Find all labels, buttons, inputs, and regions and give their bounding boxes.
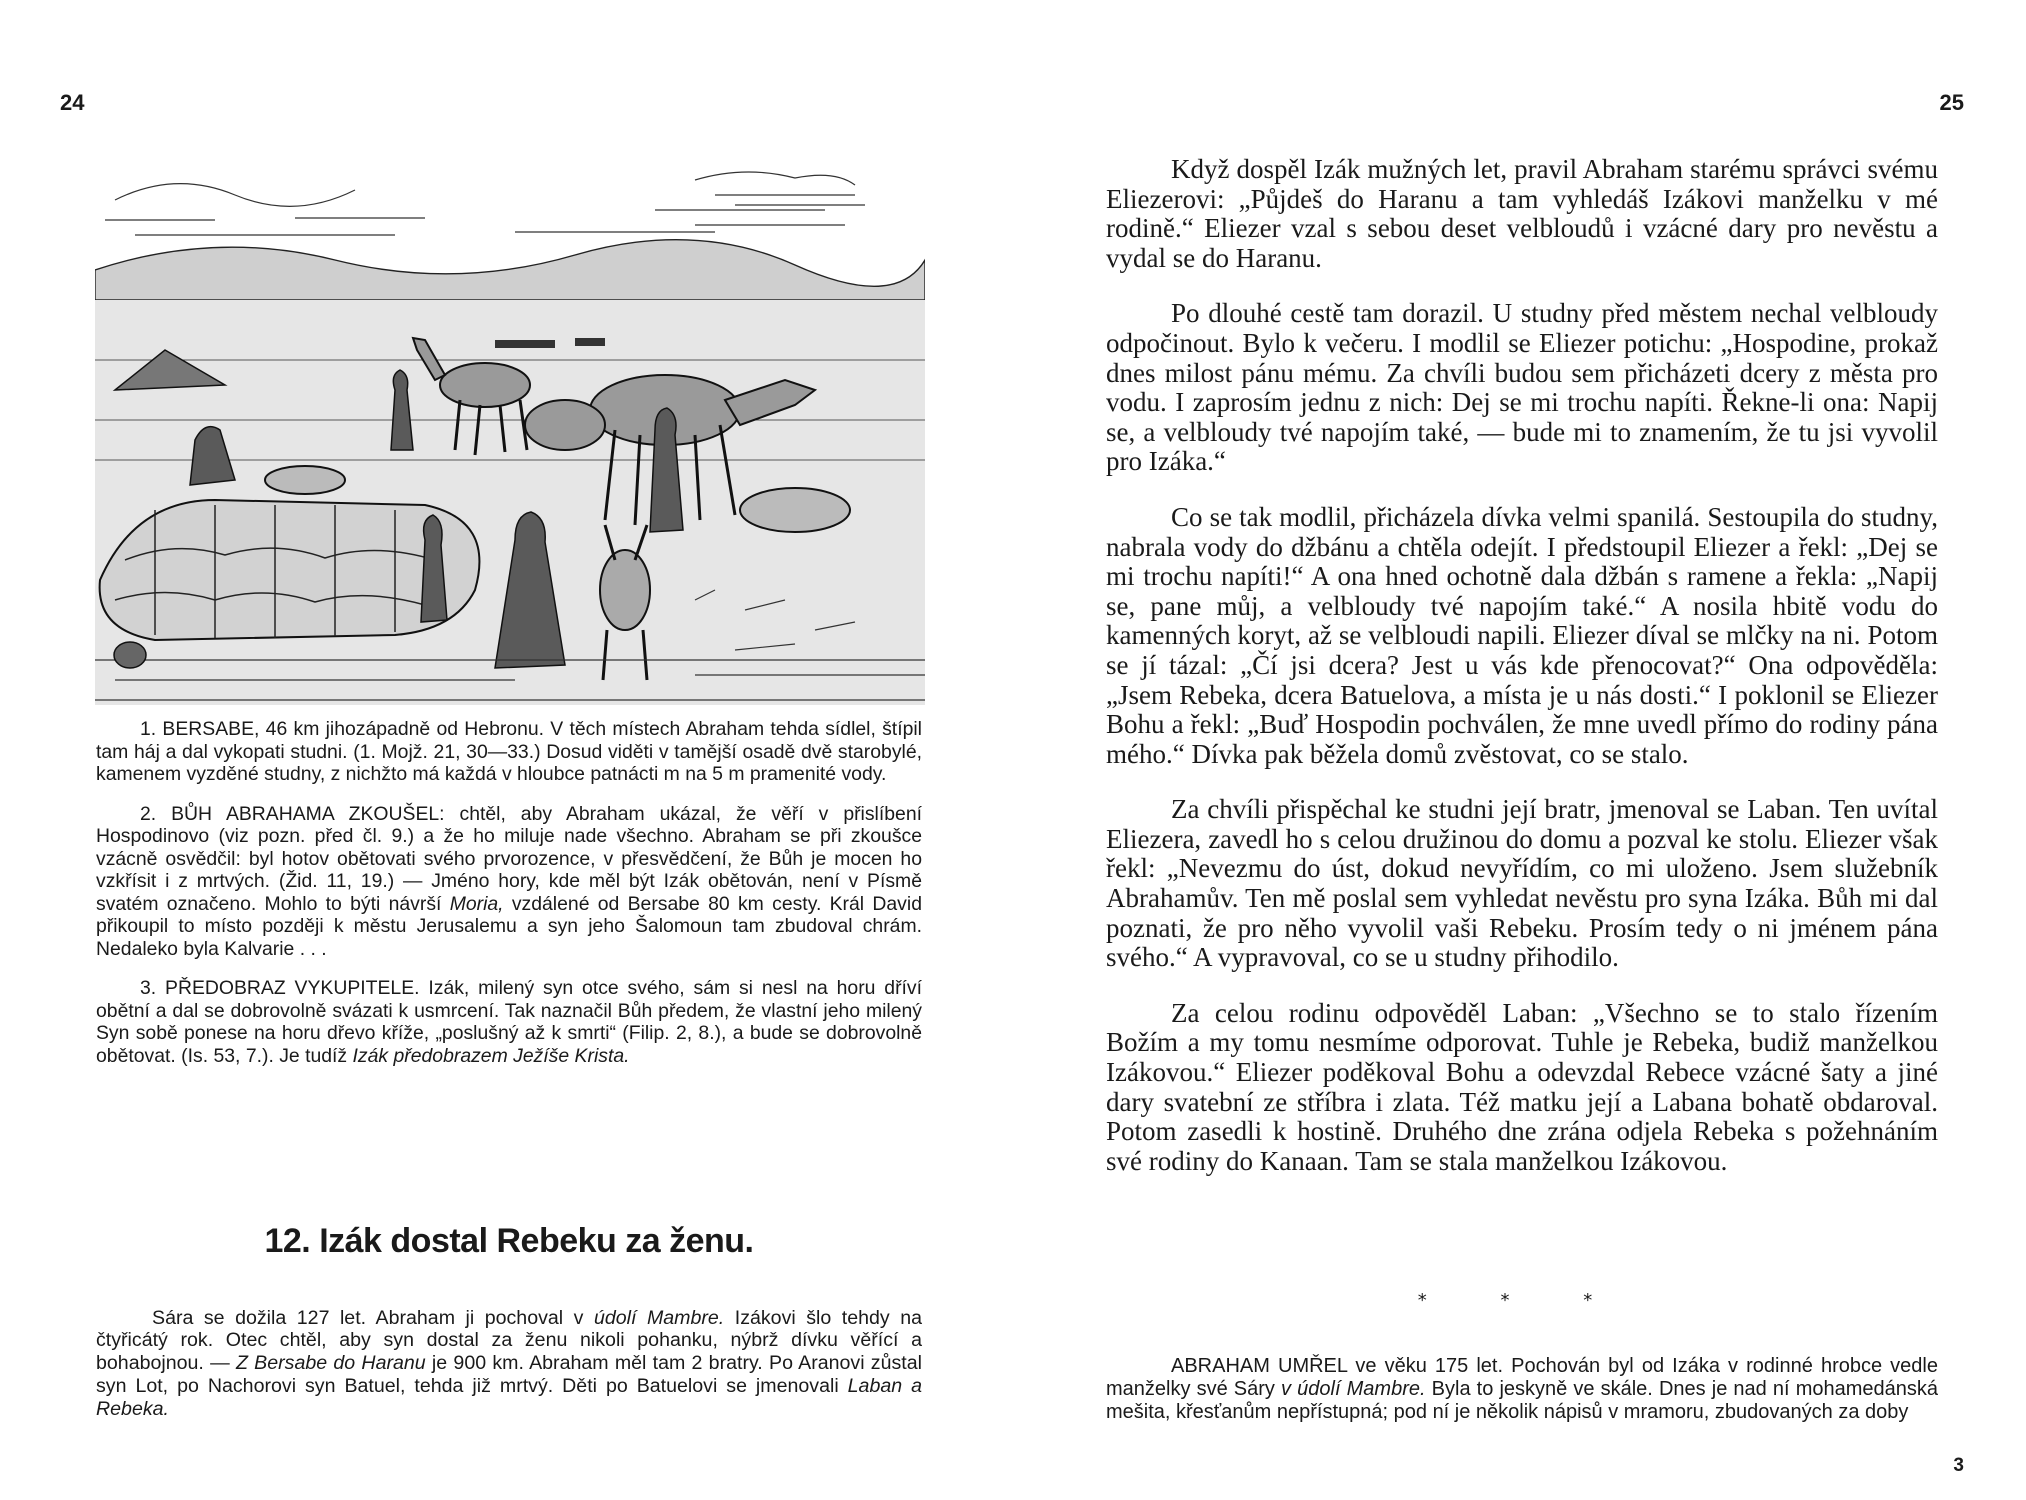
chapter-text-1: Sára se dožila 127 let. Abraham ji pochoval v [152,1306,594,1329]
note-2-text-after: vzdálené od Bersabe 80 km cesty. Král David přikoupil to místo později k městu Jerusalemu a syn jeho Šalomoun tam zbudoval chrám. Nedaleko byla Kalvarie . . . [96,892,922,960]
chapter-italic-3: Laban a Rebeka. [96,1374,922,1420]
paragraph-3: Co se tak modlil, přicházela dívka velmi spanilá. Sestoupila do studny, nabrala vody do džbánu a chtěla odejít. I předstoupil Eliezer a řekl: „Dej se mi trochu napíti!“ A ona hned ochotně dala džbán s ramene a řekla: „Napij se, pane můj, a velbloudy tvé napojím také.“ A nosila hbitě vodu do kamenných koryt, až se velbloudi napili. Eliezer díval se mlčky na ni. Potom se jí tázal: „Čí jsi dcera? Jest u vás kde přenocovat?“ Ona odpověděla: „Jsem Rebeka, dcera Batuelova, a místa je u nás dosti.“ I poklonil se Eliezer Bohu a řekl: „Buď Hospodin pochválen, že mne uvedl přímo do rodiny pána mého.“ Dívka pak běžela domů zvěstovat, co se stalo. [1106,501,1938,769]
note-1-text: 46 km jihozápadně od Hebronu. V těch místech Abraham tehda sídlel, štípil tam háj a dal vykopati studni. (1. Mojž. 21, 30—33.) Dosud viděti v tamější osadě dvě starobylé, kamenem vyzděné studny, z nichžto má každá v hloubce patnácti m na 5 m pramenité vody. [96,718,922,785]
closing-lead: ABRAHAM UMŘEL [1171,1355,1348,1377]
closing-italic: v údolí Mambre. [1281,1378,1426,1400]
note-3-lead: 3. PŘEDOBRAZ VYKUPITELE. [140,977,420,999]
chapter-italic-2: Z Bersabe do Haranu [235,1352,426,1375]
chapter-intro [96,1307,922,1421]
chapter-title: 12. Izák dostal Rebeku za ženu. [264,1222,754,1260]
page-number-right: 25 [1939,90,1964,115]
note-1 [96,718,922,786]
note-3-italic: Izák předobrazem Ježíše Krista. [352,1044,630,1067]
note-1-lead: 1. BERSABE, [140,718,260,740]
chapter-text-3: je 900 km. Abraham měl tam 2 bratry. Po Aranovi zůstal syn Lot, po Nachorovi syn Batuel, tehda již mrtvý. Děti po Batuelovi se jmenovali [96,1352,922,1397]
footnotes [96,718,922,1084]
note-3 [96,977,922,1067]
closing-note [1106,1355,1938,1424]
section-separator: * * * [1417,1290,1627,1311]
paragraph-1: Když dospěl Izák mužných let, pravil Abraham starému správci svému Eliezerovi: „Půjdeš do Haranu a tam vyhledáš Izákovi manželku v mé rodině.“ Eliezer vzal s sebou deset velbloudů i vzácné dary pro nevěstu a vydal se do Haranu. [1106,154,1938,273]
note-3-text: Izák, milený syn otce svého, sám si nesl na horu dříví obětní a dal se dobrovolně svázati k usmrcení. Tak naznačil Bůh předem, že vlastní jeho milený Syn sobě ponese na horu dřevo kříže, „poslušný až k smrti“ (Filip. 2, 8.), a bude se dobrovolně obětovat. (Is. 53, 7.). Je tudíž [96,977,922,1067]
chapter-text-2: Izákovi šlo tehdy na čtyřicátý rok. Otec chtěl, aby syn dostal za ženu nikoli pohanku, nýbrž dívku věřící a bohabojnou. — [96,1306,922,1375]
illustration-desert-well-icon [95,160,925,705]
paragraph-5: Za celou rodinu odpověděl Laban: „Všechno se to stalo řízením Božím a my tomu nesmíme odporovat. Tuhle je Rebeka, budiž manželkou Izákovou.“ Eliezer poděkoval Bohu a odevzdal Rebece vzácné šaty a jiné dary svatební ze stříbra i zlata. Též matku její a Labana bohatě obdaroval. Potom zasedli k hostině. Druhého dne zrána odjela Rebeka s požehnáním své rodiny do Kanaan. Tam se stala manželkou Izákovou. [1106,997,1938,1176]
closing-text-1: ve věku 175 let. Pochován byl od Izáka v rodinné hrobce vedle manželky své Sáry [1106,1355,1938,1400]
chapter-italic-1: údolí Mambre. [593,1306,725,1329]
closing-text-2: Byla to jeskyně ve skále. Dnes je nad ní mohamedánská mešita, křesťanům nepřístupná; pod ní je několik nápisů v mramoru, zbudovaných za doby [1106,1378,1939,1423]
note-2 [96,803,922,961]
note-2-text: chtěl, aby Abraham ukázal, že věří v přislíbení Hospodinovo (viz pozn. před čl. 9.) a že ho miluje nade všechno. Abraham se při zkoušce vzácně osvědčil: byl hotov obětovati svého prvorozence, v přesvědčení, že Bůh je mocen ho vzkřísit i z mrtvých. (Žid. 11, 19.) — Jméno hory, kde měl být Izák obětován, není v Písmě svatém označeno. Mohlo to býti návrší [96,802,922,915]
paragraph-2: Po dlouhé cestě tam dorazil. U studny před městem nechal velbloudy odpočinout. Bylo k večeru. I modlil se Eliezer potichu: „Hospodine, prokaž dnes milost pánu mému. Za chvíli budou sem přicházeti dcery z města pro vodu. I zaprosím jednu z nich: Dej se mi trochu napíti. Řekne-li ona: Napij se, a velbloudy tvé napojím také, — bude mi to znamením, že tu jsi vyvolil pro Izáka.“ [1106,298,1938,477]
note-2-italic: Moria, [449,892,504,915]
signature-mark: 3 [1953,1455,1964,1476]
story-body [1106,155,1938,1202]
paragraph-4: Za chvíli přispěchal ke studni její bratr, jmenoval se Laban. Ten uvítal Eliezera, zavedl ho s celou družinou do domu a pozval ke stolu. Eliezer však řekl: „Nevezmu do úst, dokud nevyřídím, co mi uloženo. Jsem služebník Abrahamův. Ten mě poslal sem vyhledat nevěstu pro syna Izáka. Bůh mi dal poznati, že pro něho vyvolil vaši Rebeku. Prosím tedy o ni jménem pána svého.“ A vypravoval, co se u studny přihodilo. [1106,794,1938,973]
page-number-left: 24 [60,90,85,115]
note-2-lead: 2. BŮH ABRAHAMA ZKOUŠEL: [140,802,445,825]
